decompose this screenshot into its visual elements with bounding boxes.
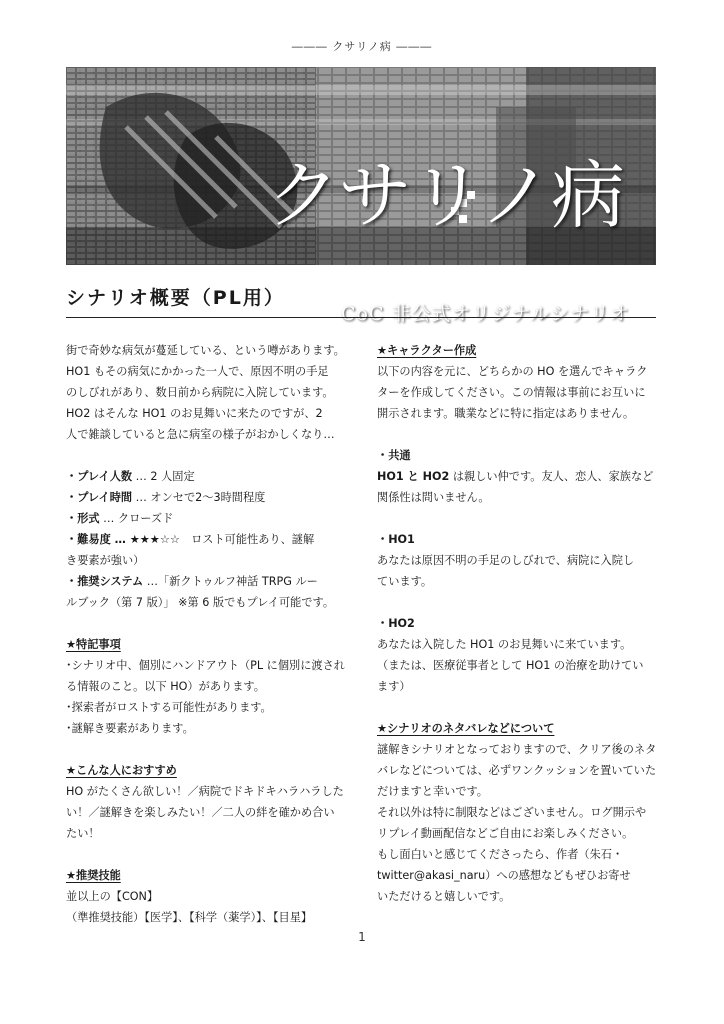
recommend-line: い！／謎解きを楽しみたい！／二人の絆を確かめ合い	[66, 806, 335, 819]
spec-value: …「新クトゥルフ神話 TRPG ルー	[143, 575, 318, 588]
spoilers-line: 謎解きシナリオとなっておりますので、クリア後のネタ	[377, 743, 657, 756]
spec-value: ロスト可能性あり、謎解	[179, 533, 315, 546]
ho2-line: ます）	[377, 680, 411, 693]
spacer	[66, 613, 348, 634]
common-bold: HO1 と HO2	[377, 470, 450, 483]
recommend-line: たい！	[66, 827, 100, 840]
spoilers-line: twitter@akasi_naru）への感想などもぜひお寄せ	[377, 869, 631, 882]
intro-line: 街で奇妙な病気が蔓延している、という噂があります。	[66, 344, 345, 357]
spoilers-line: だけますと幸いです。	[377, 785, 488, 798]
notes-line: ･探索者がロストする可能性があります。	[66, 701, 272, 714]
spacer	[377, 697, 659, 718]
intro-line: HO1 もその病気にかかった一人で、原因不明の手足	[66, 365, 329, 378]
character-line: ターを作成してください。この情報は事前にお互いに	[377, 386, 646, 399]
spec-format	[66, 508, 348, 529]
character-heading: ★キャラクター作成	[377, 344, 477, 357]
spec-label: ・推奨システム	[66, 575, 144, 588]
spec-label: ・プレイ人数	[66, 470, 133, 483]
ho1-line: あなたは原因不明の手足のしびれで、病院に入院し	[377, 554, 635, 567]
spec-value: … オンセで2～3時間程度	[132, 491, 266, 504]
spec-label: ・形式	[66, 512, 100, 525]
spec-players	[66, 466, 348, 487]
skills-line: （準推奨技能）【医学】、【科学（薬学）】、【目星】	[66, 911, 313, 924]
right-column	[377, 340, 659, 907]
ho1-line: ています。	[377, 575, 433, 588]
section-title: シナリオ概要（PL用）	[66, 287, 285, 309]
spec-label: ・難易度 … ★★★☆☆	[66, 533, 180, 546]
recommend-heading: ★こんな人におすすめ	[66, 764, 177, 777]
intro-line: HO2 はそんな HO1 のお見舞いに来たのですが、2	[66, 407, 323, 420]
spec-value: … クローズド	[99, 512, 174, 525]
spacer	[66, 739, 348, 760]
notes-line: ･シナリオ中、個別にハンドアウト（PL に個別に渡され	[66, 659, 345, 672]
spacer	[66, 844, 348, 865]
spec-label: ・プレイ時間	[66, 491, 133, 504]
spoilers-line: それ以外は特に制限などはございません。ログ開示や	[377, 806, 647, 819]
notes-heading: ★特記事項	[66, 638, 121, 651]
divider	[66, 317, 656, 318]
running-header: ――― クサリノ病 ―――	[291, 40, 433, 53]
intro-line: のしびれがあり、数日前から病院に入院しています。	[66, 386, 334, 399]
spoilers-heading: ★シナリオのネタバレなどについて	[377, 722, 555, 735]
character-line: 開示されます。職業などに特に指定はありません。	[377, 407, 635, 420]
spoilers-line: もし面白いと感じてくださったら、作者（朱石・	[377, 848, 624, 861]
left-column	[66, 340, 348, 928]
skills-heading: ★推奨技能	[66, 869, 121, 882]
spec-system-cont: ルブック（第 7 版）」 ※第 6 版でもプレイ可能です。	[66, 596, 335, 609]
ho2-label: ・HO2	[377, 617, 415, 630]
spoilers-line: リプレイ動画配信などご自由にお楽しみください。	[377, 827, 634, 840]
notes-line: ･謎解き要素があります。	[66, 722, 194, 735]
spec-time	[66, 487, 348, 508]
common-line: 関係性は問いません。	[377, 491, 490, 504]
intro-line: 人で雑談していると急に病室の様子がおかしくなり…	[66, 428, 335, 441]
spacer	[66, 445, 348, 466]
ho2-line: あなたは入院した HO1 のお見舞いに来ています。	[377, 638, 632, 651]
character-line: 以下の内容を元に、どちらかの HO を選んでキャラク	[377, 365, 648, 378]
common-label: ・共通	[377, 449, 411, 462]
spoilers-line: バレなどについては、必ずワンクッションを置いていた	[377, 764, 657, 777]
common-rest: は親しい仲です。友人、恋人、家族など	[449, 470, 654, 483]
page-number: 1	[358, 930, 366, 944]
spec-difficulty-cont: き要素が強い）	[66, 554, 145, 567]
scenario-subtitle: CoC 非公式オリジナルシナリオ	[341, 303, 630, 325]
notes-line: る情報のこと。以下 HO）があります。	[66, 680, 265, 693]
skills-line: 並以上の【CON】	[66, 890, 159, 903]
recommend-line: HO がたくさん欲しい！／病院でドキドキハラハラした	[66, 785, 344, 798]
spacer	[377, 508, 659, 529]
spec-system	[66, 571, 348, 592]
scenario-title: クサリノ病	[266, 153, 624, 239]
spec-difficulty	[66, 529, 348, 550]
ho2-line: （または、医療従事者として HO1 の治療を助けてい	[377, 659, 644, 672]
common-line	[377, 466, 659, 487]
ho1-label: ・HO1	[377, 533, 415, 546]
spacer	[377, 424, 659, 445]
spoilers-line: いただけると嬉しいです。	[377, 890, 511, 903]
spec-value: … 2 人固定	[132, 470, 195, 483]
spacer	[377, 592, 659, 613]
